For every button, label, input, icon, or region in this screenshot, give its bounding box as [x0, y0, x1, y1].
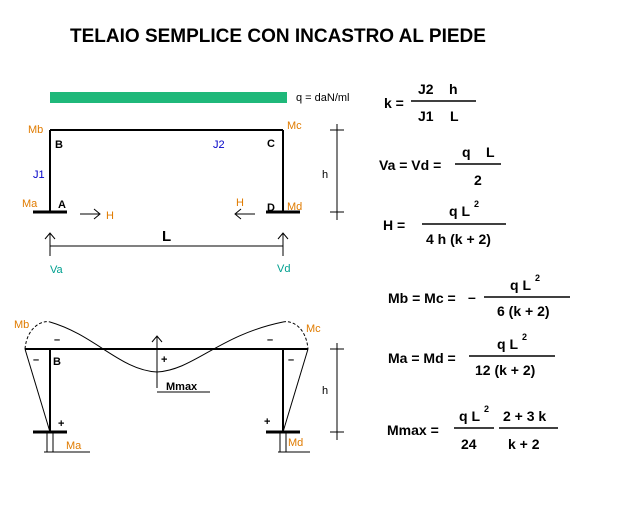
- inertia-J1-label: J1: [33, 169, 45, 181]
- right-column-plus-sign: +: [264, 416, 271, 428]
- moment-Mc-label: Mc: [287, 120, 302, 132]
- formula-va: [379, 144, 501, 188]
- formula-ma: [388, 332, 555, 378]
- formula-va-lhs: Va = Vd =: [379, 157, 442, 173]
- moment-Md-label: Md: [287, 201, 303, 213]
- moment-diagram: [14, 319, 344, 452]
- moment-Mb-label: Mb: [28, 124, 44, 136]
- height-label: h: [322, 169, 329, 181]
- formula-mb: [388, 273, 570, 319]
- md-height-label: h: [322, 385, 329, 397]
- md-right-end-arc: [283, 322, 308, 349]
- formula-k-den-a: J1: [418, 108, 434, 124]
- formula-mmax-den2: k + 2: [508, 436, 540, 452]
- formula-k: [384, 81, 476, 124]
- md-Mb-label: Mb: [14, 319, 30, 331]
- md-B-label: B: [53, 356, 61, 368]
- md-Md-label: Md: [288, 437, 304, 449]
- corner-B-label: B: [55, 139, 63, 151]
- formula-mb-num-exponent: 2: [535, 273, 541, 283]
- reaction-right-label: Vd: [277, 263, 291, 275]
- corner-D-label: D: [267, 202, 275, 214]
- thrust-left-label: H: [106, 210, 114, 222]
- formula-k-lhs: k =: [384, 95, 404, 111]
- formula-mb-lhs: Mb = Mc =: [388, 290, 456, 306]
- formula-mb-den: 6 (k + 2): [497, 303, 550, 319]
- formulas: [379, 81, 570, 452]
- formula-mmax-num1-exponent: 2: [484, 404, 490, 414]
- beam-left-minus-sign: –: [54, 334, 61, 346]
- formula-mmax-den1: 24: [461, 436, 477, 452]
- mmax-label: Mmax: [166, 381, 198, 393]
- md-Ma-label: Ma: [66, 440, 82, 452]
- formula-va-num-a: q: [462, 144, 471, 160]
- formula-mmax-num2: 2 + 3 k: [503, 408, 547, 424]
- page-title: TELAIO SEMPLICE CON INCASTRO AL PIEDE: [70, 26, 486, 47]
- inertia-J2-label: J2: [213, 139, 225, 151]
- formula-h-num: q L: [449, 203, 470, 219]
- corner-A-label: A: [58, 199, 66, 211]
- md-right-column-moment: [283, 349, 308, 432]
- right-column-minus-sign: –: [288, 354, 295, 366]
- formula-ma-lhs: Ma = Md =: [388, 350, 456, 366]
- formula-mb-sign: –: [468, 289, 476, 305]
- formula-h-num-exponent: 2: [474, 199, 480, 209]
- formula-k-num-b: h: [449, 81, 458, 97]
- formula-h: [383, 199, 506, 247]
- formula-mmax-lhs: Mmax =: [387, 422, 439, 438]
- frame-diagram: [22, 92, 350, 276]
- formula-k-num-a: J2: [418, 81, 434, 97]
- formula-h-den: 4 h (k + 2): [426, 231, 491, 247]
- md-Mc-label: Mc: [306, 323, 321, 335]
- left-column-minus-sign: –: [33, 354, 40, 366]
- formula-ma-num: q L: [497, 336, 518, 352]
- left-column-plus-sign: +: [58, 418, 65, 430]
- formula-ma-den: 12 (k + 2): [475, 362, 536, 378]
- formula-mb-num: q L: [510, 277, 531, 293]
- formula-va-den: 2: [474, 172, 482, 188]
- formula-ma-num-exponent: 2: [522, 332, 528, 342]
- span-label: L: [162, 228, 172, 245]
- distributed-load-bar: [50, 92, 287, 103]
- formula-h-lhs: H =: [383, 217, 406, 233]
- beam-plus-sign: +: [161, 354, 168, 366]
- formula-k-den-b: L: [450, 108, 459, 124]
- reaction-left-label: Va: [50, 264, 63, 276]
- thrust-right-label: H: [236, 197, 244, 209]
- formula-mmax: [387, 404, 558, 452]
- corner-C-label: C: [267, 138, 275, 150]
- formula-mmax-num1: q L: [459, 408, 480, 424]
- beam-right-minus-sign: –: [267, 334, 274, 346]
- load-label: q = daN/ml: [296, 92, 350, 104]
- moment-Ma-label: Ma: [22, 198, 38, 210]
- formula-va-num-b: L: [486, 144, 495, 160]
